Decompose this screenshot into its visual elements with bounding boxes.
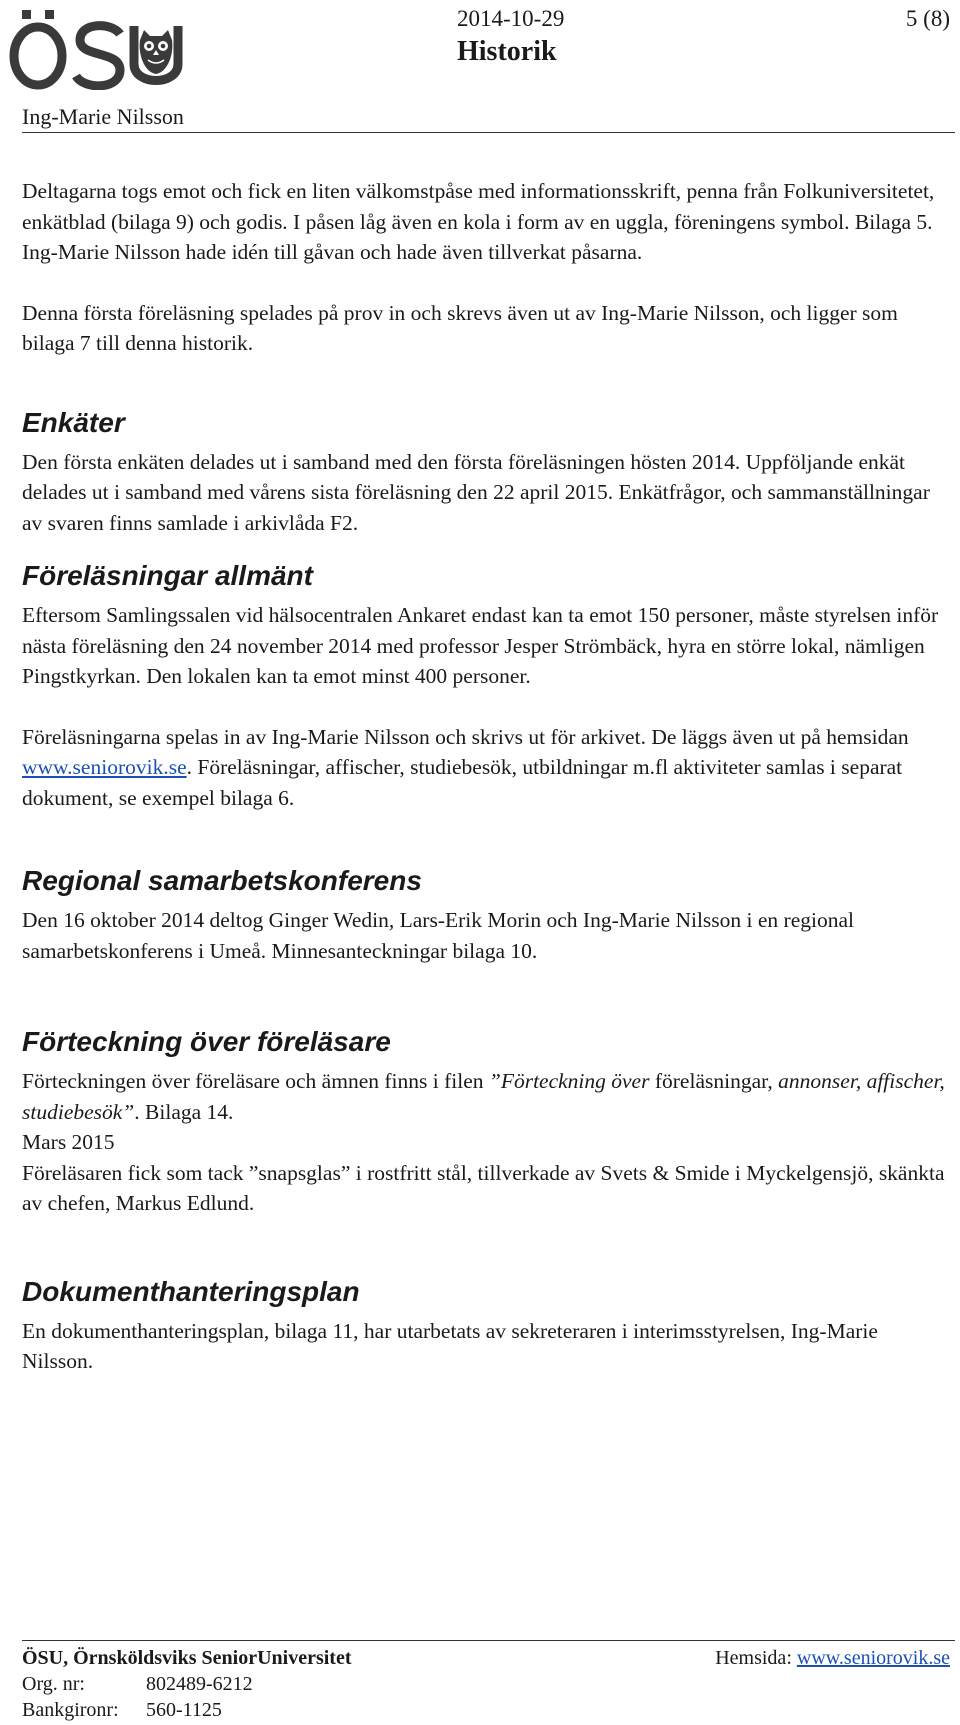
footer-org-name: ÖSU, Örnsköldsviks SeniorUniversitet: [22, 1647, 352, 1669]
footer: [22, 1645, 950, 1723]
section-heading-forteckning: Förteckning över föreläsare: [22, 1026, 391, 1057]
footer-website-link[interactable]: www.seniorovik.se: [796, 1647, 950, 1669]
footer-bankgiro: Bankgironr: 560-1125: [22, 1699, 222, 1721]
intro-paragraph-2: Denna första föreläsning spelades på prov in och skrevs även ut av Ing-Marie Nilsson, och ligger som bilaga 7 till denna historik.: [22, 300, 898, 355]
section-heading-enkater: Enkäter: [22, 406, 125, 438]
section-heading-regional: Regional samarbetskonferens: [22, 865, 422, 896]
footer-org-number: Org. nr: 802489-6212: [22, 1673, 253, 1695]
forteckning-paragraph-1: Förteckningen över föreläsare och ämnen finns i filen ”Förteckning över föreläsningar, annonser, affischer, studiebesök”. Bilaga 14.: [22, 1069, 945, 1124]
footer-divider: [22, 1640, 955, 1641]
forteckning-paragraph-2: Föreläsaren fick som tack ”snapsglas” i rostfritt stål, tillverkade av Svets & Smide i Myckelgensjö, skänkta av chefen, Markus Edlund.: [22, 1160, 945, 1215]
regional-paragraph: Den 16 oktober 2014 deltog Ginger Wedin, Lars-Erik Morin och Ing-Marie Nilsson i en regional samarbetskonferens i Umeå. Minnesanteckningar bilaga 10.: [22, 908, 855, 963]
document-title: Historik: [457, 36, 557, 67]
page-number: 5 (8): [905, 6, 950, 31]
forteckning-date-line: Mars 2015: [22, 1130, 115, 1154]
dokument-paragraph: En dokumenthanteringsplan, bilaga 11, har utarbetats av sekreteraren i interimsstyrelsen, Ing-Marie Nilsson.: [22, 1318, 878, 1373]
section-heading-dokument: Dokumenthanteringsplan: [22, 1275, 360, 1307]
header-divider: [22, 132, 955, 133]
website-link[interactable]: www.seniorovik.se: [22, 755, 187, 779]
document-author: Ing-Marie Nilsson: [22, 104, 184, 129]
section-heading-forelasningar: Föreläsningar allmänt: [22, 560, 313, 591]
footer-website: Hemsida: www.seniorovik.se: [715, 1647, 950, 1669]
enkater-paragraph: Den första enkäten delades ut i samband med den första föreläsningen hösten 2014. Uppföljande enkät delades ut i samband med vårens sista föreläsning den 22 april 2015. Enkätfrågor, och sammanställningar av svaren finns samlade i arkivlåda F2.: [22, 449, 930, 535]
intro-paragraph-1: Deltagarna togs emot och fick en liten välkomstpåse med informationsskrift, penna från Folkuniversitetet, enkätblad (bilaga 9) och godis. I påsen låg även en kola i form av en uggla, föreningens symbol. Bilaga 5. Ing-Marie Nilsson hade idén till gåvan och hade även tillverkat påsarna.: [22, 179, 935, 264]
document-date: 2014-10-29: [457, 6, 565, 31]
forelasningar-paragraph-1: Eftersom Samlingssalen vid hälsocentralen Ankaret endast kan ta emot 150 personer, måste styrelsen inför nästa föreläsning den 24 november 2014 med professor Jesper Strömbäck, hyra en större lokal, nämligen Pingstkyrkan. Den lokalen kan ta emot minst 400 personer.: [22, 603, 939, 688]
osu-owl-logo: [8, 4, 198, 90]
document-body: [22, 176, 952, 1377]
forelasningar-paragraph-2: Föreläsningarna spelas in av Ing-Marie Nilsson och skrivs ut för arkivet. De läggs även ut på hemsidan www.seniorovik.se. Föreläsningar, affischer, studiebesök, utbildningar m.fl aktiviteter samlas i separat dokument, se exempel bilaga 6.: [22, 724, 909, 810]
